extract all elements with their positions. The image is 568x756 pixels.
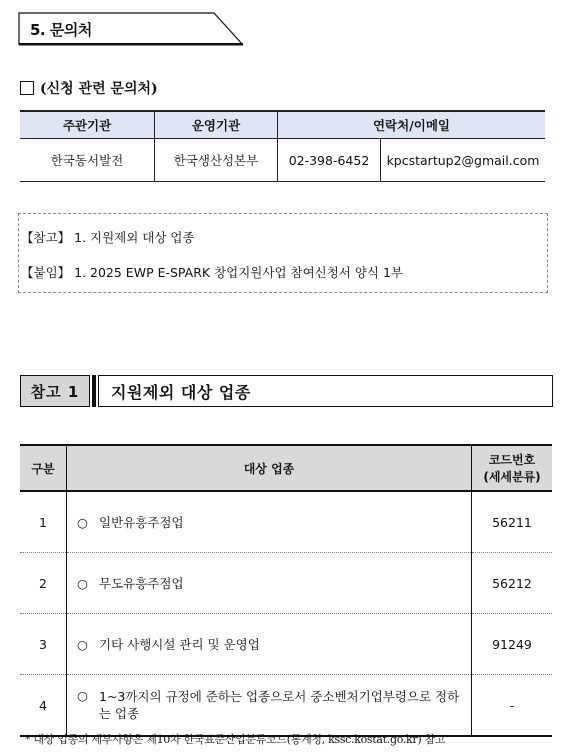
row-industry-text: 기타 사행시설 관리 및 운영업 <box>99 637 260 652</box>
industry-header-industry: 대상 업종 <box>67 445 472 491</box>
row-no: 2 <box>20 553 67 614</box>
row-code: - <box>472 675 553 737</box>
bullet-circle-icon: ○ <box>77 576 88 591</box>
references-box <box>18 213 548 293</box>
row-industry <box>67 675 472 737</box>
subheading-label: (신청 관련 문의처) <box>40 81 158 97</box>
contact-phone: 02-398-6452 <box>278 139 381 182</box>
reference1-badge: 참고 1 <box>20 375 90 407</box>
industry-header-code-line2: (세세분류) <box>483 470 541 484</box>
footnote: * 대상 업종의 세부사항은 제10차 한국표준산업분류코드(통계청, kssc.kostat.go.kr) 참고 <box>25 733 446 746</box>
table-row <box>20 614 552 675</box>
contact-row <box>20 139 545 182</box>
row-code: 56211 <box>472 491 553 553</box>
contact-email: kpcstartup2@gmail.com <box>381 139 546 182</box>
row-code: 56212 <box>472 553 553 614</box>
section-title: 5. 문의처 <box>30 21 92 39</box>
reference1-title: 지원제외 대상 업종 <box>98 375 553 407</box>
row-industry-text: 일반유흥주점업 <box>99 515 184 530</box>
bullet-circle-icon: ○ <box>77 688 88 703</box>
table-row <box>20 553 552 614</box>
row-industry <box>67 491 472 553</box>
attachment-line: 【붙임】 1. 2025 EWP E-SPARK 창업지원사업 참여신청서 양식 1부 <box>21 265 403 280</box>
table-row <box>20 675 552 737</box>
row-no: 1 <box>20 491 67 553</box>
row-industry <box>67 614 472 675</box>
table-row <box>20 491 552 553</box>
contact-host: 한국동서발전 <box>20 139 155 182</box>
industry-table <box>20 444 552 737</box>
row-industry-text: 1~3까지의 규정에 준하는 업종으로서 중소벤처기업부령으로 정하는 업종 <box>99 689 460 721</box>
row-no: 4 <box>20 675 67 737</box>
section-header <box>18 12 244 46</box>
contact-header-operator: 운영기관 <box>155 111 278 139</box>
reference1-heading <box>20 375 553 409</box>
reference-line: 【참고】 1. 지원제외 대상 업종 <box>21 230 195 245</box>
contact-header-host: 주관기관 <box>20 111 155 139</box>
industry-header-no: 구분 <box>20 445 67 491</box>
subheading <box>20 78 158 98</box>
bullet-circle-icon: ○ <box>77 515 88 530</box>
row-no: 3 <box>20 614 67 675</box>
row-industry <box>67 553 472 614</box>
contact-operator: 한국생산성본부 <box>155 139 278 182</box>
contact-table <box>20 110 545 182</box>
bullet-circle-icon: ○ <box>77 637 88 652</box>
row-code: 91249 <box>472 614 553 675</box>
contact-header-contact: 연락처/이메일 <box>278 111 546 139</box>
industry-header-code <box>472 445 553 491</box>
row-industry-text: 무도유흥주점업 <box>99 576 184 591</box>
checkbox-square-icon <box>20 81 34 95</box>
industry-header-code-line1: 코드번호 <box>488 453 536 467</box>
